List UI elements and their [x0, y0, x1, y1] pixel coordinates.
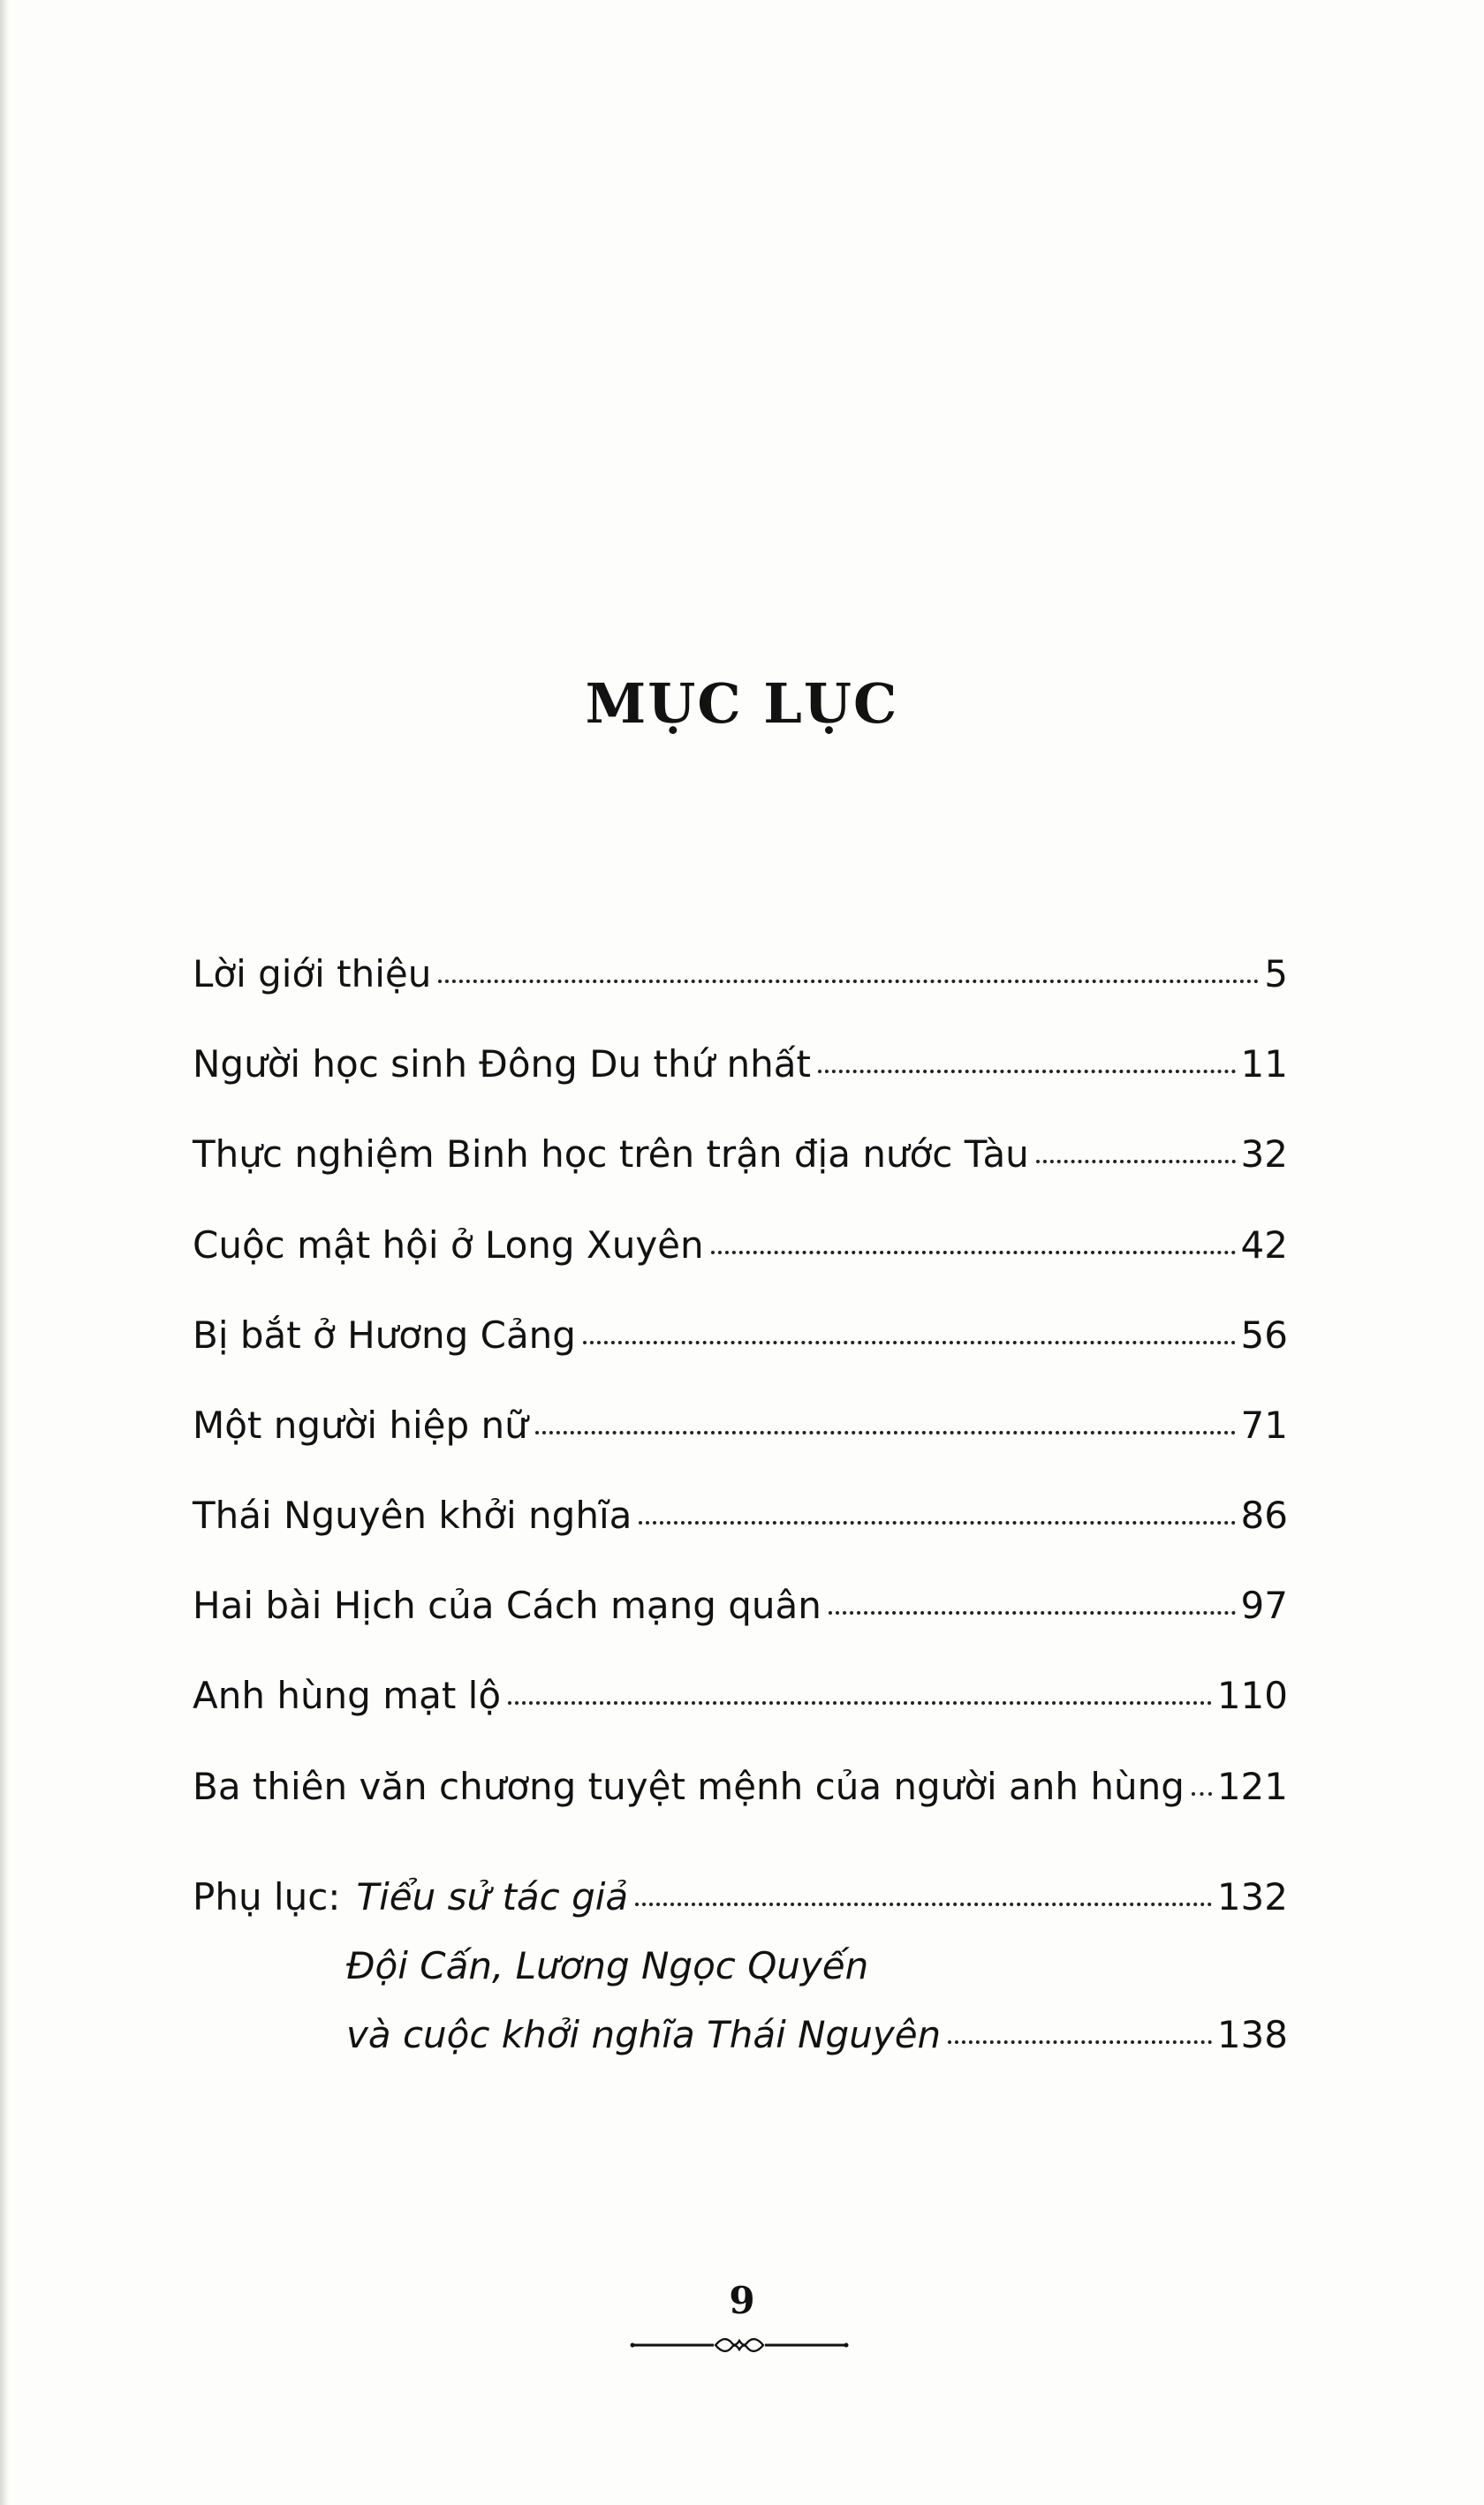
- toc-entry-page: 42: [1240, 1223, 1288, 1267]
- appendix-label: Phụ lục:: [193, 1875, 341, 1918]
- toc-entry-title: Tiểu sử tác giả: [356, 1875, 629, 1918]
- toc-entry-page: 5: [1264, 952, 1288, 995]
- toc-entry-title: Thực nghiệm Binh học trên trận địa nước Tàu: [193, 1132, 1029, 1176]
- dot-leader: [1036, 1159, 1236, 1163]
- toc-entry-page: 97: [1240, 1584, 1288, 1627]
- toc-entry-title: Thái Nguyên khởi nghĩa: [193, 1494, 632, 1537]
- toc-entry[interactable]: [193, 1669, 1288, 1722]
- toc-entry[interactable]: [193, 1128, 1288, 1181]
- toc-entry-page: 121: [1216, 1765, 1288, 1808]
- dot-leader: [948, 2040, 1212, 2044]
- toc-appendix-entry[interactable]: [346, 2009, 1288, 2062]
- dot-leader: [508, 1700, 1212, 1705]
- toc-appendix-entry[interactable]: [193, 1871, 1288, 1924]
- toc-entry-title: Lời giới thiệu: [193, 952, 432, 995]
- toc-entry[interactable]: [193, 1038, 1288, 1091]
- dot-leader: [818, 1069, 1236, 1073]
- ornament-flourish-icon: [629, 2332, 850, 2358]
- toc-entry-title: Cuộc mật hội ở Long Xuyên: [193, 1223, 704, 1267]
- dot-leader: [438, 979, 1259, 983]
- toc-entry[interactable]: [193, 1489, 1288, 1542]
- dot-leader: [535, 1430, 1236, 1434]
- toc-entry-title: Bị bắt ở Hương Cảng: [193, 1313, 576, 1357]
- dot-leader: [711, 1250, 1236, 1254]
- toc-appendix-title-line: Đội Cấn, Lương Ngọc Quyến: [346, 1944, 869, 1987]
- dot-leader: [635, 1902, 1212, 1906]
- toc-entry[interactable]: [193, 1309, 1288, 1362]
- toc-entry[interactable]: [193, 948, 1288, 1001]
- toc-entry[interactable]: [193, 1399, 1288, 1452]
- toc-entry[interactable]: [193, 1219, 1288, 1272]
- page-edge-shadow: [0, 0, 9, 2505]
- toc-entry-title: Hai bài Hịch của Cách mạng quân: [193, 1584, 822, 1627]
- toc-entry-page: 11: [1240, 1042, 1288, 1086]
- dot-leader: [829, 1610, 1236, 1615]
- toc-entry[interactable]: [193, 1760, 1288, 1813]
- toc-entry[interactable]: [193, 1579, 1288, 1632]
- toc-entry-title: Ba thiên văn chương tuyệt mệnh của người anh hùng: [193, 1765, 1185, 1808]
- toc-entry-title: và cuộc khởi nghĩa Thái Nguyên: [346, 2013, 942, 2056]
- toc-entry-title: Anh hùng mạt lộ: [193, 1674, 502, 1717]
- toc-entry-title: Một người hiệp nữ: [193, 1404, 528, 1447]
- dot-leader: [639, 1520, 1235, 1525]
- toc-entry-page: 71: [1240, 1404, 1288, 1447]
- page-number: 9: [729, 2279, 755, 2322]
- toc-entry-page: 86: [1240, 1494, 1288, 1537]
- toc-entry-page: 110: [1216, 1674, 1288, 1717]
- toc-entry-page: 56: [1240, 1313, 1288, 1357]
- toc-entry-page: 132: [1216, 1875, 1288, 1918]
- page-title: MỤC LỤC: [585, 671, 899, 736]
- toc-entry-title: Người học sinh Đông Du thứ nhất: [193, 1042, 811, 1086]
- toc-entry-page: 32: [1240, 1132, 1288, 1176]
- dot-leader: [1192, 1791, 1212, 1796]
- dot-leader: [583, 1340, 1236, 1344]
- toc-entry-page: 138: [1216, 2013, 1288, 2056]
